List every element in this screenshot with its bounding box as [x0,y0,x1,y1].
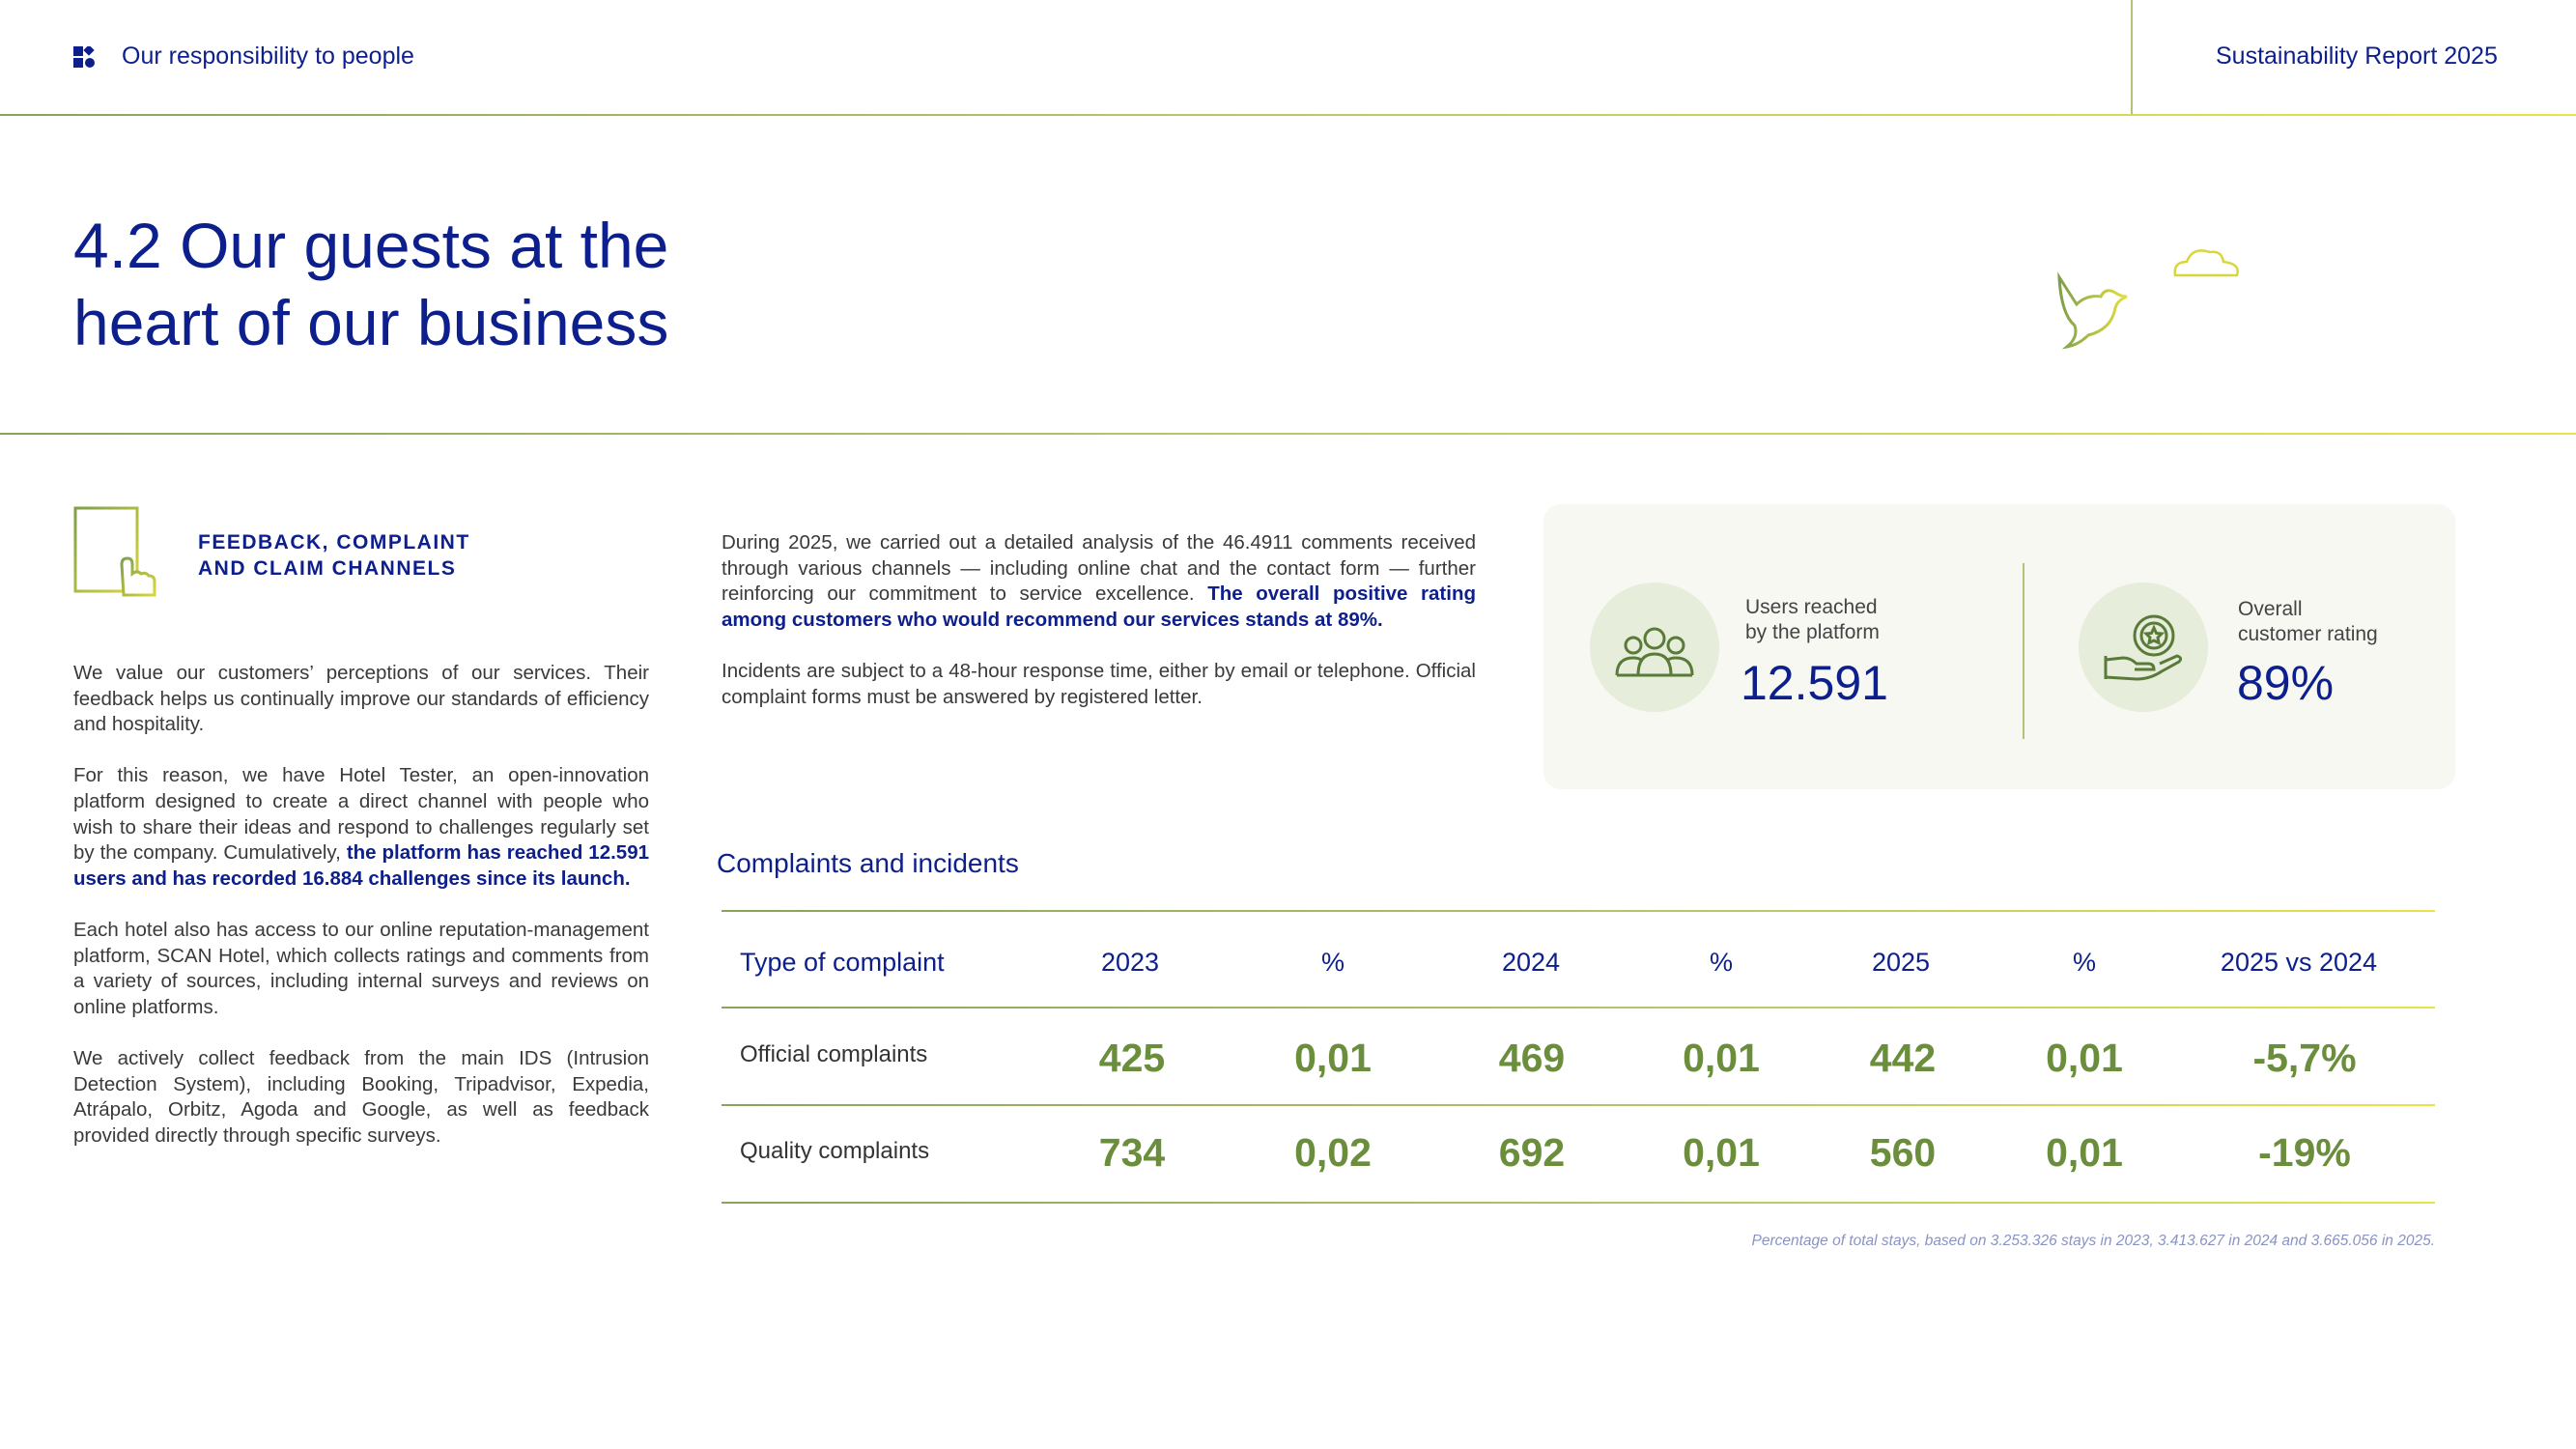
dove-illustration-icon [1961,237,2250,362]
users-icon-circle [1590,582,1719,712]
cell-pct-2025: 0,01 [2046,1036,2123,1080]
rating-stat-label-line-1: Overall [2238,598,2303,620]
header-2023: 2023 [1100,948,1160,977]
title-rule [0,433,2576,435]
feedback-heading-line-2: AND CLAIM CHANNELS [198,557,457,580]
feedback-heading-line-1: FEEDBACK, COMPLAINT [198,531,470,554]
users-stat-label [1745,595,1958,645]
cell-2025: 560 [1869,1130,1937,1175]
header-pct-2025: % [2072,948,2096,977]
analysis-paragraph-2: Incidents are subject to a 48-hour response time, either by email or telephone. Official complaint forms must be answered by registered letter. [722,659,1476,708]
table-rule-header [722,1007,2435,1009]
rating-stat-label [2238,597,2450,647]
cell-2025-vs-2024: -5,7% [2252,1036,2357,1080]
feedback-paragraph-3: Each hotel also has access to our online reputation-management platform, SCAN Hotel, which collects ratings and comments from a variety of sources, including internal surveys and reviews on online platforms. [73,918,649,1018]
rating-stat-label-line-2: customer rating [2238,623,2378,645]
feedback-paragraph-2-text: For this reason, we have Hotel Tester, an open-innovation platform designed to create a direct channel with people who wish to share their ideas and respond to challenges regularly set by the company. Cumulatively, [73,764,649,865]
analysis-paragraph-1-text: During 2025, we carried out a detailed analysis of the 46.4911 comments received through various channels — including online chat and the contact form — further reinforcing our commitment to service excellence. [722,531,1476,606]
table-rule-top [722,910,2435,912]
users-group-icon [1590,582,1719,712]
feedback-paragraph-1: We value our customers’ perceptions of our services. Their feedback helps us continually improve our standards of efficiency and hospitality. [73,662,649,736]
cell-2023: 425 [1098,1036,1166,1080]
row-label: Quality complaints [740,1138,930,1164]
header-pct-2023: % [1320,948,1345,977]
cell-2024: 692 [1498,1130,1566,1175]
feedback-paragraph-2 [73,763,649,892]
complaints-table-title: Complaints and incidents [717,848,1019,878]
table-footnote: Percentage of total stays, based on 3.253.326 stays in 2023, 3.413.627 in 2024 and 3.665.056 in 2025. [1751,1233,2435,1249]
feedback-paragraph-2-highlight: the platform has reached 12.591 users and has recorded 16.884 challenges since its launch. [73,841,649,890]
page-title-line-2: heart of our business [73,287,669,358]
cell-pct-2024: 0,01 [1683,1036,1760,1080]
cell-pct-2023: 0,02 [1294,1130,1372,1175]
header-pct-2024: % [1709,948,1733,977]
analysis-paragraph-1 [722,530,1476,633]
header-type-of-complaint: Type of complaint [740,948,945,977]
page-title [73,207,943,361]
page-title-line-1: 4.2 Our guests at the [73,210,669,281]
report-title: Sustainability Report 2025 [2216,43,2498,70]
users-stat-value: 12.591 [1741,656,1888,710]
cell-pct-2023: 0,01 [1294,1036,1372,1080]
cell-pct-2025: 0,01 [2046,1130,2123,1175]
feedback-body [73,661,649,1175]
row-label: Official complaints [740,1041,928,1067]
feedback-heading [198,529,565,582]
table-rule-row-1 [722,1104,2435,1106]
header-2025-vs-2024: 2025 vs 2024 [2220,948,2378,977]
header-divider [2131,0,2133,115]
cell-2025-vs-2024: -19% [2258,1130,2351,1175]
header-2025: 2025 [1871,948,1931,977]
header-rule [0,114,2576,116]
rating-icon-circle [2079,582,2208,712]
users-stat-label-line-1: Users reached [1745,596,1878,618]
feedback-paragraph-4: We actively collect feedback from the main IDS (Intrusion Detection System), including Booking, Tripadvisor, Expedia, Atrápalo, Orbitz, Agoda and Google, as well as feedback provided directly through specific surveys. [73,1046,649,1147]
analysis-paragraph-1-highlight: The overall positive rating among customers who would recommend our services stands at 89%. [722,582,1476,631]
rating-stat-value: 89% [2237,656,2335,710]
section-logo-icon [73,46,97,70]
cell-2025: 442 [1869,1036,1937,1080]
users-stat-label-line-2: by the platform [1745,621,1880,643]
table-rule-bottom [722,1202,2435,1204]
cell-2023: 734 [1098,1130,1166,1175]
document-hand-icon [73,506,160,599]
header-2024: 2024 [1501,948,1561,977]
cell-2024: 469 [1498,1036,1566,1080]
stats-divider [2023,563,2024,739]
cell-pct-2024: 0,01 [1683,1130,1760,1175]
hand-star-icon [2079,582,2208,712]
analysis-body [722,530,1476,736]
section-label: Our responsibility to people [122,43,414,70]
